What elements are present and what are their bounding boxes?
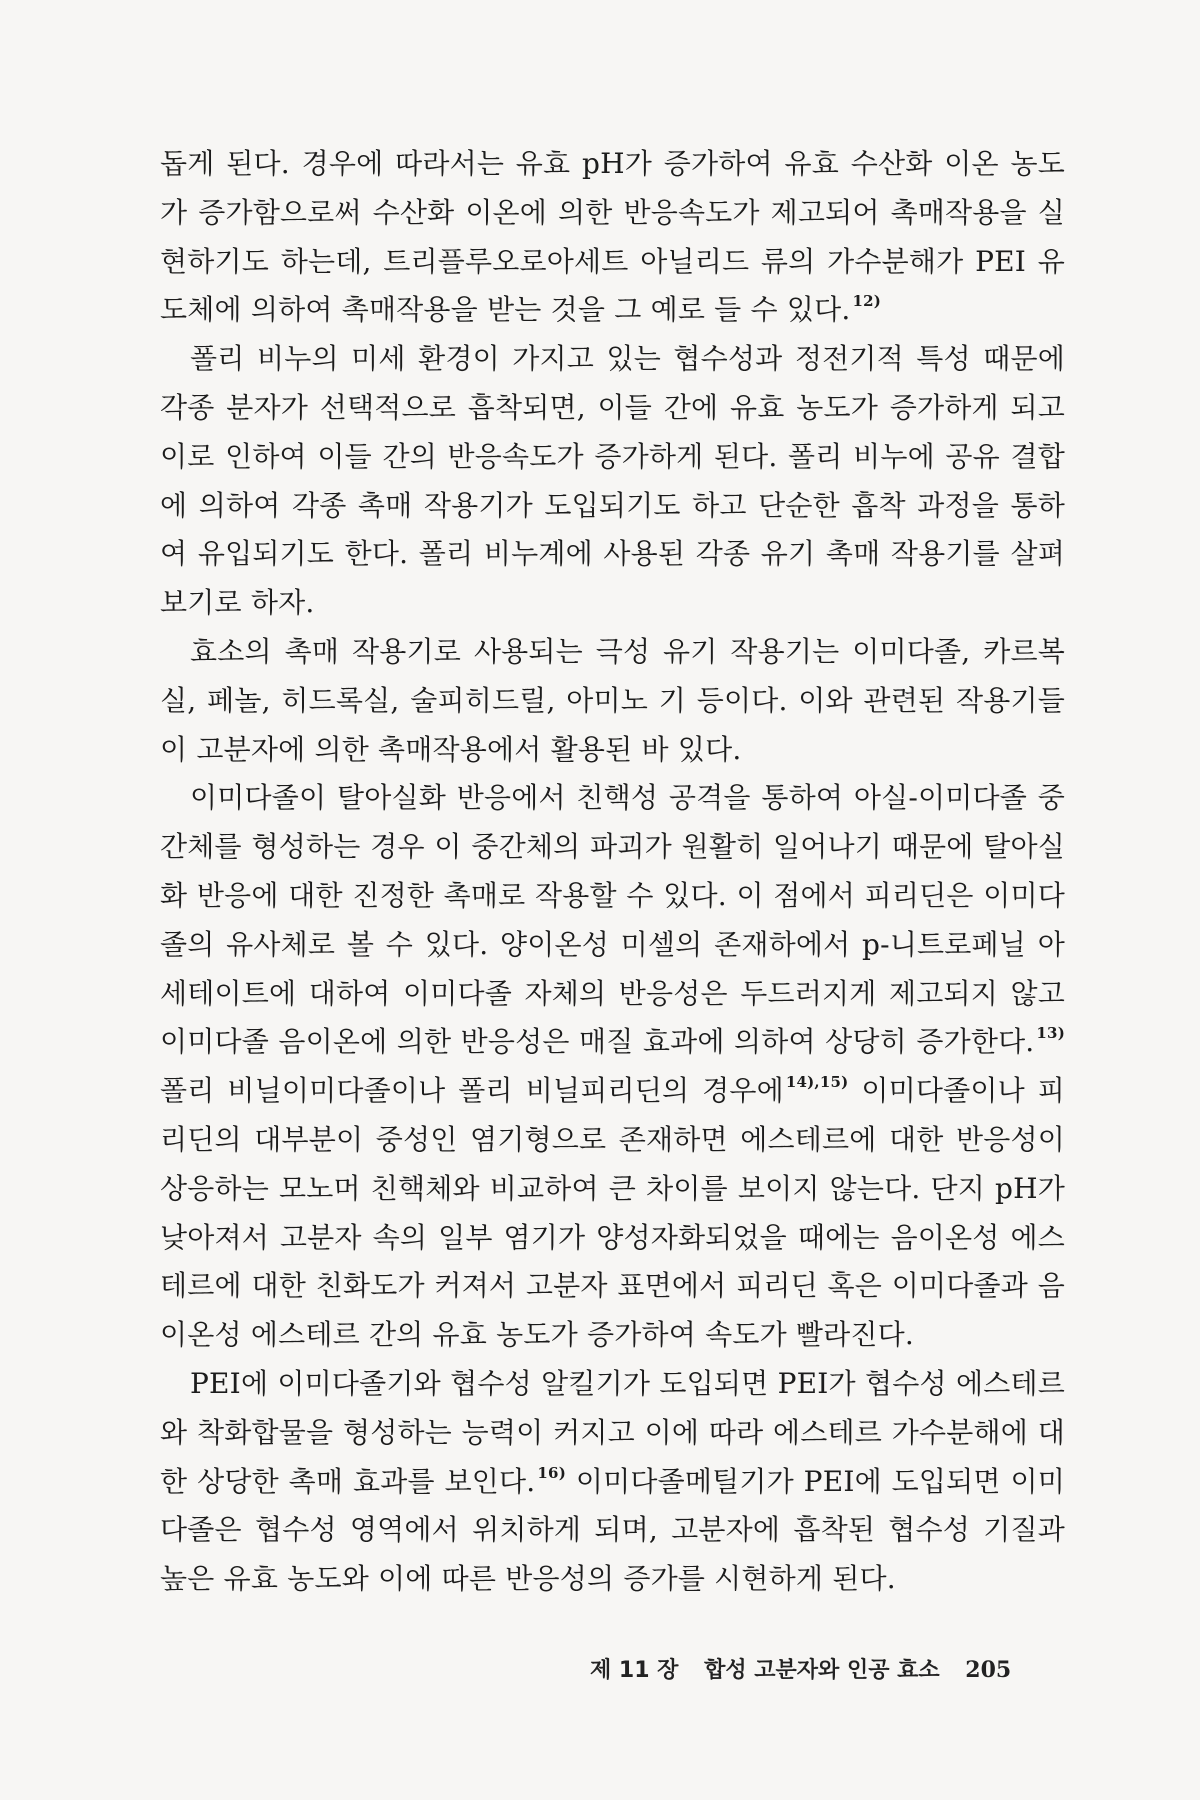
- paragraph-3-text: 효소의 촉매 작용기로 사용되는 극성 유기 작용기는 이미다졸, 카르복실, 페놀, 히드록실, 술피히드릴, 아미노 기 등이다. 이와 관련된 작용기들이 고분자에 의한 촉매작용에서 활용된 바 있다.: [160, 634, 1065, 766]
- reference-13: 13): [1036, 1024, 1065, 1043]
- paragraph-1-text: 돕게 된다. 경우에 따라서는 유효 pH가 증가하여 유효 수산화 이온 농도가 증가함으로써 수산화 이온에 의한 반응속도가 제고되어 촉매작용을 실현하기도 하는데, 트리플루오로아세트 아닐리드 류의 가수분해가 PEI 유도체에 의하여 촉매작용을 받는 것을 그 예로 들 수 있다.: [160, 147, 1065, 327]
- paragraph-2-text: 폴리 비누의 미세 환경이 가지고 있는 협수성과 정전기적 특성 때문에 각종 분자가 선택적으로 흡착되면, 이들 간에 유효 농도가 증가하게 되고 이로 인하여 이들 간의 반응속도가 증가하게 된다. 폴리 비누에 공유 결합에 의하여 각종 촉매 작용기가 도입되기도 하고 단순한 흡착 과정을 통하여 유입되기도 한다. 폴리 비누계에 사용된 각종 유기 촉매 작용기를 살펴보기로 하자.: [160, 342, 1065, 620]
- chapter-title: 합성 고분자와 인공 효소: [704, 1658, 940, 1683]
- chapter-label: 제 11 장: [590, 1658, 679, 1683]
- reference-14-15: 14),15): [785, 1073, 849, 1092]
- paragraph-4-text-part-1: 이미다졸이 탈아실화 반응에서 친핵성 공격을 통하여 아실-이미다졸 중간체를 형성하는 경우 이 중간체의 파괴가 원활히 일어나기 때문에 탈아실화 반응에 대한 진정한 촉매로 작용할 수 있다. 이 점에서 피리딘은 이미다졸의 유사체로 볼 수 있다. 양이온성 미셀의 존재하에서 p-니트로페닐 아세테이트에 대하여 이미다졸 자체의 반응성은 두드러지게 제고되지 않고 이미다졸 음이온에 의한 반응성은 매질 효과에 의하여 상당히 증가한다.: [160, 781, 1065, 1059]
- paragraph-4-text-part-2: 폴리 비닐이미다졸이나 폴리 비닐피리딘의 경우에: [160, 1074, 784, 1108]
- paragraph-4: [160, 774, 1065, 1360]
- paragraph-1: [160, 140, 1065, 335]
- paragraph-5-text-part-2: 이미다졸메틸기가 PEI에 도입되면 이미다졸은 협수성 영역에서 위치하게 되며, 고분자에 흡착된 협수성 기질과 높은 유효 농도와 이에 따른 반응성의 증가를 시현하게 된다.: [160, 1464, 1065, 1596]
- paragraph-5: [160, 1360, 1065, 1604]
- reference-16: 16): [537, 1463, 566, 1482]
- paragraph-4-text-part-3: 이미다졸이나 피리딘의 대부분이 중성인 염기형으로 존재하면 에스테르에 대한 반응성이 상응하는 모노머 친핵체와 비교하여 큰 차이를 보이지 않는다. 단지 pH가 낮아져서 고분자 속의 일부 염기가 양성자화되었을 때에는 음이온성 에스테르에 대한 친화도가 커져서 고분자 표면에서 피리딘 혹은 이미다졸과 음이온성 에스테르 간의 유효 농도가 증가하여 속도가 빨라진다.: [160, 1074, 1065, 1352]
- paragraph-5-text-part-1: PEI에 이미다졸기와 협수성 알킬기가 도입되면 PEI가 협수성 에스테르와 착화합물을 형성하는 능력이 커지고 이에 따라 에스테르 가수분해에 대한 상당한 촉매 효과를 보인다.: [160, 1366, 1065, 1498]
- body-text: [160, 140, 1065, 1604]
- reference-12: 12): [852, 292, 882, 311]
- page-footer: [590, 1655, 1010, 1686]
- paragraph-2: [160, 335, 1065, 628]
- paragraph-3: [160, 628, 1065, 774]
- page-number: 205: [965, 1657, 1012, 1683]
